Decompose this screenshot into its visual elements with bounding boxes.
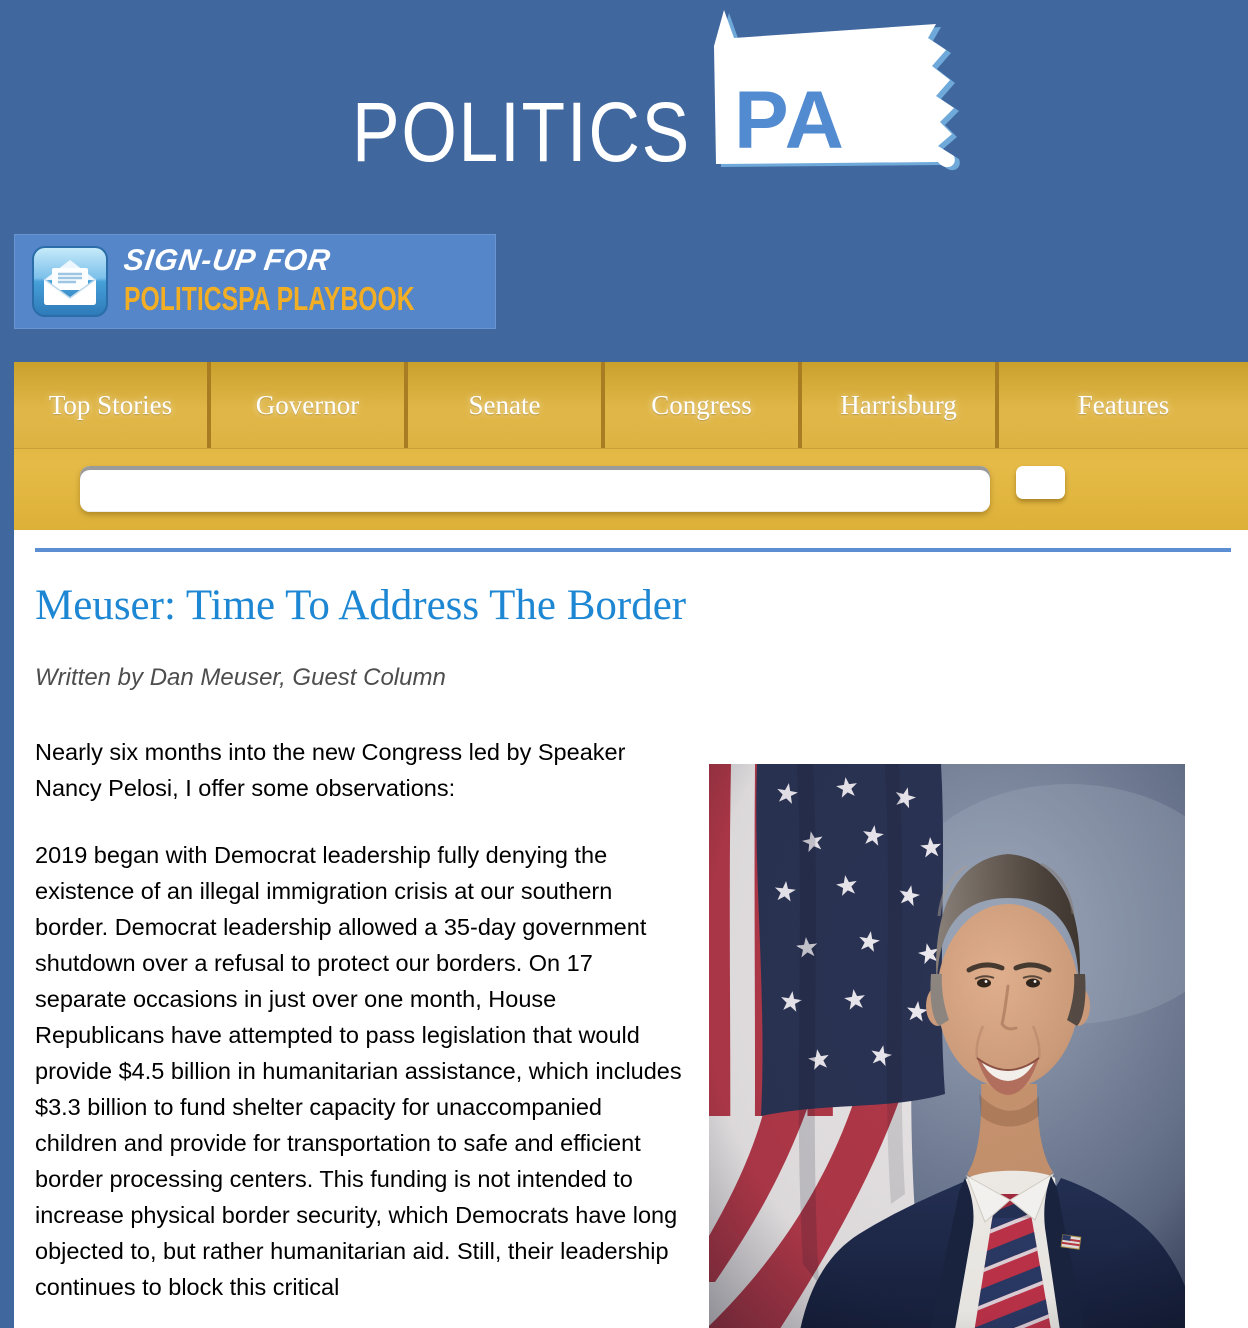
playbook-signup-banner[interactable] [14, 234, 496, 329]
email-icon [32, 246, 108, 317]
search-submit-button[interactable] [1016, 466, 1065, 499]
nav-item-features[interactable]: Features [999, 362, 1248, 448]
dan-meuser-portrait [709, 764, 1185, 1328]
main-nav [14, 362, 1248, 530]
logo-politics-text: POLITICS [352, 85, 691, 179]
nav-item-governor[interactable]: Governor [211, 362, 408, 448]
article-paragraph: Nearly six months into the new Congress led by Speaker Nancy Pelosi, I offer some observations: [35, 739, 626, 801]
search-input[interactable] [80, 466, 990, 512]
nav-item-senate[interactable]: Senate [408, 362, 605, 448]
nav-item-top-stories[interactable]: Top Stories [14, 362, 211, 448]
politicspa-logo[interactable] [352, 0, 972, 190]
article-content [14, 530, 1248, 1328]
article-byline: Written by Dan Meuser, Guest Column [35, 664, 446, 691]
nav-item-congress[interactable]: Congress [605, 362, 802, 448]
signup-line1: SIGN-UP FOR [121, 244, 333, 277]
nav-item-harrisburg[interactable]: Harrisburg [802, 362, 999, 448]
article-body [35, 734, 1185, 1328]
signup-line2: POLITICSPA PLAYBOOK [124, 280, 415, 317]
nav-items [14, 362, 1248, 449]
title-divider [35, 548, 1231, 552]
pennsylvania-state-icon [708, 8, 970, 174]
logo-pa-text: PA [734, 75, 846, 166]
article-title: Meuser: Time To Address The Border [35, 582, 687, 629]
article-paragraph: 2019 began with Democrat leadership fully denying the existence of an illegal immigration crisis at our southern border. Democrat leadership allowed a 35-day government shutdown over a refusal to protect our borders. On 17 separate occasions in just over one month, House Republicans have attempted to pass legislation that would provide $4.5 billion in humanitarian assistance, which includes $3.3 billion to fund shelter capacity for unaccompanied children and provide for transportation to safe and efficient border processing centers. This funding is not intended to increase physical border security, which Democrats have long objected to, but rather humanitarian aid. Still, their leadership continues to block this critical [35, 842, 682, 1300]
